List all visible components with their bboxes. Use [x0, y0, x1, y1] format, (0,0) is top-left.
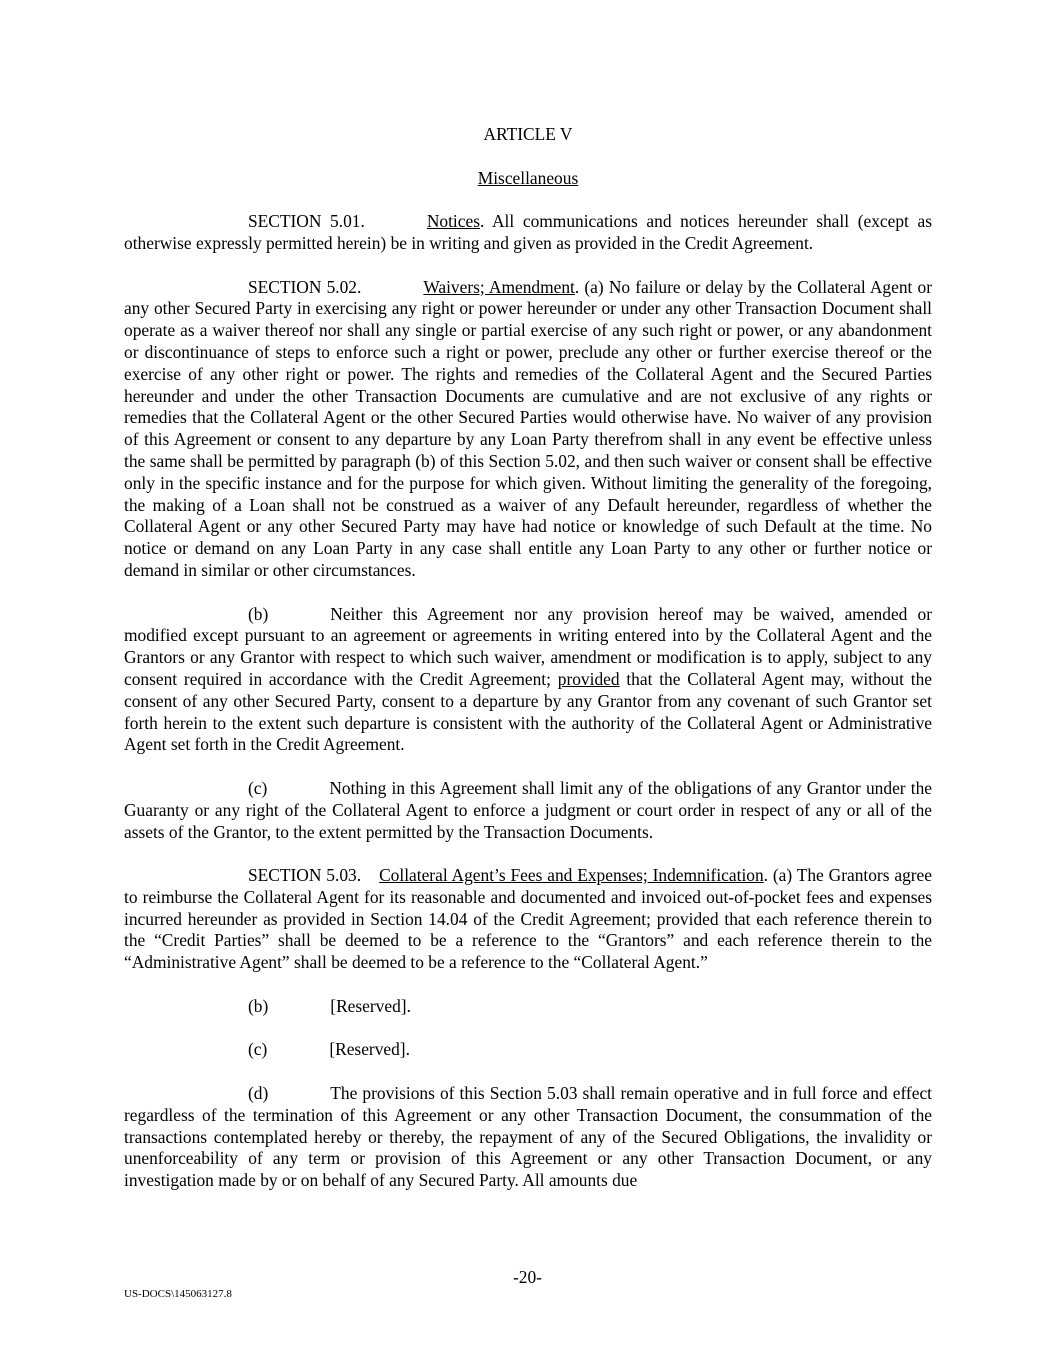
section-5-03-b	[124, 996, 932, 1018]
section-5-02-b	[124, 604, 932, 757]
article-title: ARTICLE V	[483, 124, 573, 144]
section-text: . (a) No failure or delay by the Collateral Agent or any other Secured Party in exercising any right or power hereunder or under any other Transaction Document shall operate as a waiver thereof nor shall any single or partial exercise of any such right or power, or any abandonment or discontinuance of steps to enforce such a right or power, preclude any other or further exercise thereof or the exercise of any other right or power. The rights and remedies of the Collateral Agent and the Secured Parties hereunder and under the other Transaction Documents are cumulative and are not exclusive of any rights or remedies that the Collateral Agent or the other Secured Parties would otherwise have. No waiver of any provision of this Agreement or consent to any departure by any Loan Party therefrom shall in any event be effective unless the same shall be permitted by paragraph (b) of this Section 5.02, and then such waiver or consent shall be effective only in the specific instance and for the purpose for which given. Without limiting the generality of the foregoing, the making of a Loan shall not be construed as a waiver of any Default hereunder, regardless of whether the Collateral Agent or any other Secured Party may have had notice or knowledge of such Default at the time. No notice or demand on any Loan Party in any case shall entitle any Loan Party to any other or further notice or demand in similar or other circumstances.	[124, 276, 932, 580]
section-5-02-c	[124, 778, 932, 843]
clause-text: Neither this Agreement nor any provision hereof may be waived, amended or modified except pursuant to an agreement or agreements in writing entered into by the Collateral Agent and the Grantors or any Grantor with respect to which such waiver, amendment or modification is to apply, subject to any consent required in accordance with the Credit Agreement;	[124, 603, 932, 689]
clause-label: (c)	[248, 1039, 268, 1060]
page-body	[124, 124, 932, 1214]
section-5-03-c	[124, 1039, 932, 1061]
section-text: . All communications and notices hereunder shall (except as otherwise expressly permitted herein) be in writing and given as provided in the Credit Agreement.	[124, 211, 932, 253]
clause-text: Nothing in this Agreement shall limit any of the obligations of any Grantor under the Guaranty or any right of the Collateral Agent to enforce a judgment or court order in respect of any or all of the assets of the Grantor, to the extent permitted by the Transaction Documents.	[124, 777, 932, 842]
clause-text: [Reserved].	[329, 1039, 410, 1060]
section-heading: Notices	[426, 211, 480, 232]
section-5-02-a	[124, 277, 932, 582]
clause-text: [Reserved].	[330, 995, 411, 1016]
section-text: . (a) The Grantors agree to reimburse the Collateral Agent for its reasonable and documented and invoiced out-of-pocket fees and expenses incurred hereunder as provided in Section 14.04 of the Credit Agreement; provided that each reference therein to the “Credit Parties” shall be deemed to be a reference to the “Grantors” and each reference therein to the “Administrative Agent” shall be deemed to be a reference to the “Collateral Agent.”	[124, 865, 932, 973]
section-heading: Collateral Agent’s Fees and Expenses; Indemnification	[379, 865, 764, 886]
document-id: US-DOCS\145063127.8	[124, 1288, 232, 1300]
clause-text-cont: that the Collateral Agent may, without the consent of any other Secured Party, consent to a departure by any Grantor from any covenant of such Grantor set forth herein to the extent such departure is consistent with the authority of the Collateral Agent or Administrative Agent set forth in the Credit Agreement.	[124, 668, 932, 755]
clause-label: (b)	[248, 603, 269, 624]
clause-label: (c)	[248, 777, 268, 798]
clause-provided: provided	[557, 668, 620, 689]
page-number: -20-	[513, 1267, 542, 1287]
section-number: SECTION 5.01.	[248, 211, 365, 232]
section-5-01	[124, 211, 932, 255]
section-5-03-a	[124, 865, 932, 974]
section-number: SECTION 5.02.	[248, 276, 362, 297]
section-5-03-d	[124, 1083, 932, 1192]
section-number: SECTION 5.03.	[248, 865, 362, 886]
clause-label: (d)	[248, 1083, 269, 1104]
clause-text: The provisions of this Section 5.03 shall remain operative and in full force and effect regardless of the termination of this Agreement or any other Transaction Document, the consummation of the transactions contemplated hereby or thereby, the repayment of any of the Secured Obligations, the invalidity or unenforceability of any term or provision of this Agreement or any other Transaction Document, or any investigation made by or on behalf of any Secured Party. All amounts due	[124, 1083, 932, 1191]
article-subtitle	[124, 168, 932, 190]
article-subtitle-text: Miscellaneous	[477, 167, 579, 188]
section-heading: Waivers; Amendment	[423, 276, 575, 297]
clause-label: (b)	[248, 995, 269, 1016]
